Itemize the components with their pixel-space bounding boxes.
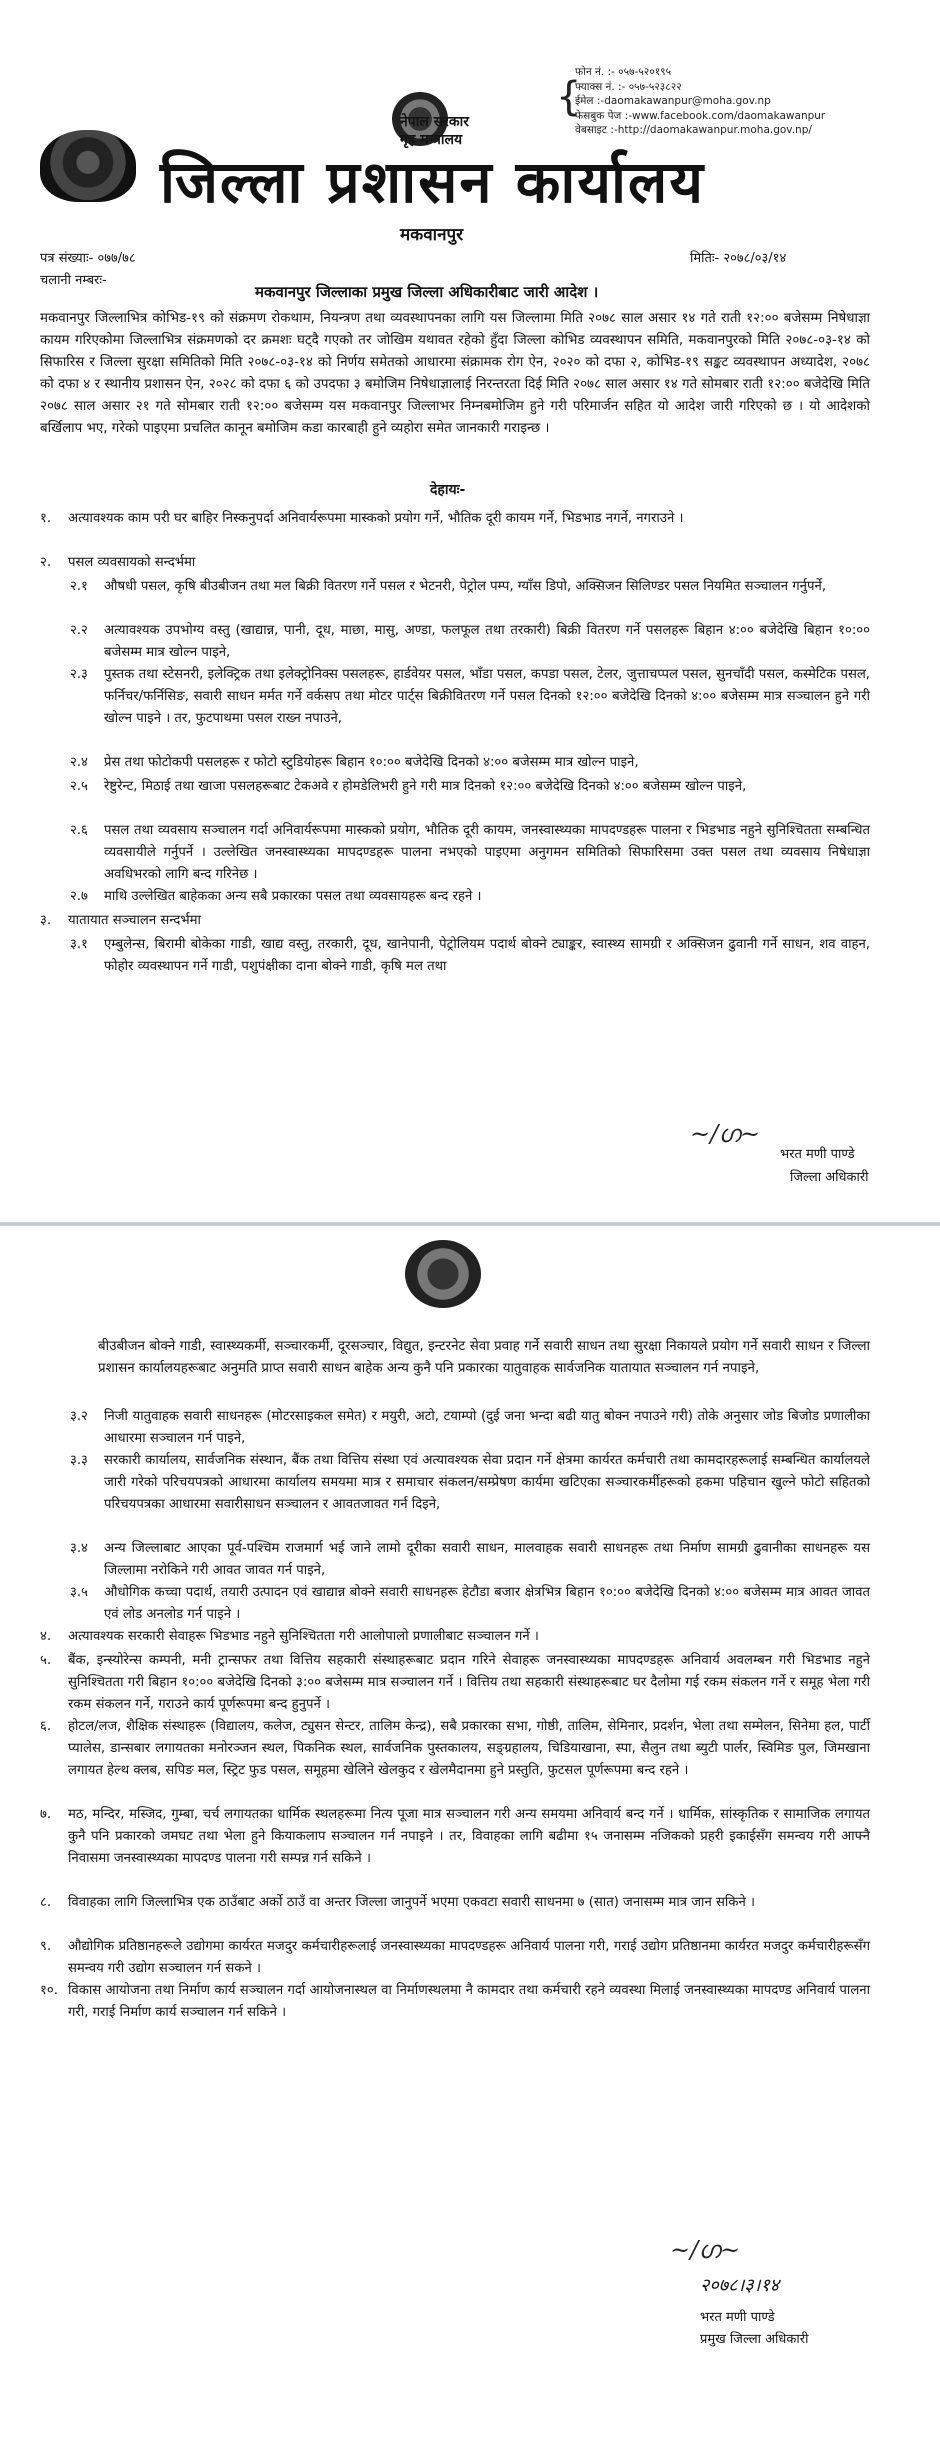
office-title: जिल्ला प्रशासन कार्यालय xyxy=(160,148,706,216)
letter-page-1 xyxy=(0,0,940,1226)
item-number: ७. xyxy=(40,1807,52,1822)
signer-title: जिल्ला अधिकारी xyxy=(790,1170,869,1185)
item-number: ९. xyxy=(40,1939,52,1954)
signature-date: २०७८।३।१४ xyxy=(700,2275,780,2296)
item-number: ८. xyxy=(40,1895,52,1910)
item-number: २.१ xyxy=(70,579,88,594)
phone-line: फोन नं. :- ०५७-५२०१९५ xyxy=(575,66,672,78)
item-number: २.५ xyxy=(70,779,88,794)
page2-continuation: बीउबीजन बोक्ने गाडी, स्वास्थ्यकर्मी, सञ्चारकर्मी, दूरसञ्चार, विद्युत, इन्टरनेट सेवा प्रवाह गर्ने सवारी साधन तथा सुरक्षा निकायले प्रयोग गर्ने सवारी साधन र जिल्ला प्रशासन कार्यालयहरूबाट अनुमति प्राप्त सवारी साधन बाहेक अन्य कुनै पनि प्रकारका यातुवाहक सार्वजनिक यातायात सञ्चालन गर्न नपाइने, xyxy=(98,1339,870,1376)
item-number: ६. xyxy=(40,1719,52,1734)
item-number: २. xyxy=(40,555,52,570)
dispatch-number: चलानी नम्बरः- xyxy=(40,273,107,288)
item-number: ३.३ xyxy=(70,1453,88,1468)
item-number: ३. xyxy=(40,913,52,928)
item-text: विवाहका लागि जिल्लाभित्र एक ठाउँबाट अर्को ठाउँ वा अन्तर जिल्ला जानुपर्ने भएमा एकवटा सवारी साधनमा ७ (सात) जनासम्म मात्र जान सकिने । xyxy=(68,1895,755,1910)
item-number: २.७ xyxy=(70,889,88,904)
district-name: मकवानपुर xyxy=(400,225,464,245)
item-number: १०. xyxy=(40,1983,58,1998)
item-number: ३.१ xyxy=(70,937,88,952)
item-text: मठ, मन्दिर, मस्जिद, गुम्बा, चर्च लगायतका धार्मिक स्थलहरूमा नित्य पूजा मात्र सञ्चालन गरी अन्य समयमा अनिवार्य बन्द गर्ने । धार्मिक, सांस्कृतिक र सामाजिक लगायत कुनै पनि प्रकारको जमघट तथा भेला हुने कियाकलाप सञ्चालन गर्न नपाइने । तर, विवाहका लागि बढीमा १५ जनासम्म नजिकको प्रहरी इकाईसँग समन्वय गरी आफ्नै निवासमा जनस्वास्थ्यका मापदण्ड पालना गरी सम्पन्न गर्न सकिने । xyxy=(68,1807,871,1866)
terms-heading: देहायः- xyxy=(430,482,466,498)
item-text: निजी यातुवाहक सवारी साधनहरू (मोटरसाइकल समेत) र मयुरी, अटो, टयाम्पो (दुई जना भन्दा बढी यातु बोक्न नपाउने गरी) तोके अनुसार जोड बिजोड प्रणालीका आधारमा सञ्चालन गर्न पाइने, xyxy=(104,1409,870,1446)
item-text: अन्य जिल्लाबाट आएका पूर्व-पश्चिम राजमार्ग भई जाने लामो दूरीका सवारी साधन, मालवाहक सवारी साधनहरू तथा निर्माण सामग्री ढुवानीका साधनहरू यस जिल्लामा नरोकिने गरी आवत जावत गर्न पाइने, xyxy=(104,1541,870,1578)
item-text: अत्यावश्यक काम परी घर बाहिर निस्कनुपर्दा अनिवार्यरूपमा मास्कको प्रयोग गर्ने, भौतिक दूरी कायम गर्ने, भिडभाड नगर्ने, नगराउने । xyxy=(68,511,684,526)
letter-date: मितिः- २०७८/०३/१४ xyxy=(690,251,787,266)
item-text: औद्योगिक प्रतिष्ठानहरूले उद्योगमा कार्यरत मजदुर कर्मचारीहरूलाई जनस्वास्थ्यका मापदण्डहरू अनिवार्य पालना गरी, गराई उद्योग प्रतिष्ठानमा कार्यरत मजदुर कर्मचारीहरूसँग समन्वय गरी उद्योग सञ्चालन गर्न सकने । xyxy=(68,1939,870,1976)
item-text: औषधी पसल, कृषि बीउबीजन तथा मल बिक्री वितरण गर्ने पसल र भेटनरी, पेट्रोल पम्प, ग्याँस डिपो, अक्सिजन सिलिण्डर पसल नियमित सञ्चालन गर्नुपर्ने, xyxy=(104,579,827,594)
item-number: २.२ xyxy=(70,623,88,638)
item-text: प्रेस तथा फोटोकपी पसलहरू र फोटो स्टुडियोहरू बिहान १०:०० बजेदेखि दिनको ४:०० बजेसम्म मात्र खोल्न पाइने, xyxy=(104,755,639,770)
item-text: औधोगिक कच्चा पदार्थ, तयारी उत्पादन एवं खाद्यान्न बोक्ने सवारी साधनहरू हेटौडा बजार क्षेत्रभित्र बिहान १०:०० बजेदेखि दिनको ४:०० बजेसम्म मात्र आवत जावत एवं लोड अनलोड गर्न पाइने । xyxy=(104,1585,870,1622)
facebook-line: फेसबुक पेज :-www.facebook.com/daomakawanpur xyxy=(575,109,826,122)
letter-page-2 xyxy=(0,1226,940,2457)
intro-paragraph: मकवानपुर जिल्लाभित्र कोभिड-१९ को संक्रमण रोकथाम, नियन्त्रण तथा व्यवस्थापनका लागि यस जिल्लामा मिति २०७८ साल असार १४ गते राती १२:०० बजेसम्म निषेधाज्ञा कायम गरिएकोमा जिल्लाभित्र संक्रमणको दर क्रमशः घट्दै गएको तर जोखिम यथावत रहेको हुँदा जिल्ला कोभिड व्यवस्थापन समिति, मकवानपुरको मिति २०७८-०३-१४ को सिफारिस र जिल्ला सुरक्षा समितिको मिति २०७८-०३-१४ को निर्णय समेतको आधारमा संक्रामक रोग ऐन, २०२० को दफा २, कोभिड-१९ सङ्कट व्यवस्थापन अध्यादेश, २०७८ को दफा ४ र स्थानीय प्रशासन ऐन, २०२८ को दफा ६ को उपदफा ३ बमोजिम निषेधाज्ञालाई निरन्तरता दिई मिति २०७८ साल असार १४ गते सोमबार राती १२:०० बजेदेखि मिति २०७८ साल असार २१ गते सोमबार राती १२:०० बजेसम्म यस मकवानपुर जिल्लाभर निम्नबमोजिम हुने गरी परिमार्जन सहित यो आदेश जारी गरिएको छ । यो आदेशको बर्खिलाप भए, गरेको पाइएमा प्रचलित कानून बमोजिम कडा कारबाही हुने व्यहोरा समेत जानकारी गराइन्छ । xyxy=(40,311,870,436)
signer-name: भरत मणी पाण्डे xyxy=(780,1147,855,1162)
gov-line: नेपाल सरकार xyxy=(400,114,470,130)
fax-line: फ्याक्स नं. :- ०५७-५२३८२२ xyxy=(575,80,682,93)
item-number: ३.५ xyxy=(70,1585,88,1600)
item-number: ४. xyxy=(40,1629,52,1644)
website-line: वेबसाइट :-http://daomakawanpur.moha.gov.np/ xyxy=(575,124,812,136)
item-text: पसल व्यवसायको सन्दर्भमा xyxy=(68,555,196,570)
item-number: २.६ xyxy=(70,823,88,838)
item-text: सरकारी कार्यालय, सार्वजनिक संस्थान, बैंक तथा वित्तिय संस्था एवं अत्यावश्यक सेवा प्रदान गर्ने क्षेत्रमा कार्यरत कर्मचारी तथा कामदारहरूलाई सम्बन्धित कार्यालयले जारी गरेको परिचयपत्रको आधारमा कार्यालय समयमा मात्र र समाचार संकलन/सम्प्रेषण कार्यमा खटिएका सञ्चारकर्मीहरूको हकमा पहिचान खुल्ने फोटो सहितको परिचयपत्रका आधारमा सवारीसाधन सञ्चालन र आवतजावत गर्न दिइने, xyxy=(104,1453,870,1512)
contact-block xyxy=(575,65,825,138)
item-text: विकास आयोजना तथा निर्माण कार्य सञ्चालन गर्दा आयोजनास्थल वा निर्माणस्थलमा नै कामदार तथा कर्मचारी रहने व्यवस्था मिलाई जनस्वास्थ्यका मापदण्ड अनिवार्य पालना गरी, गराई निर्माण कार्य सञ्चालन गर्न सकिने । xyxy=(68,1983,870,2020)
nepal-emblem-icon xyxy=(405,1240,481,1308)
item-text: पसल तथा व्यवसाय सञ्चालन गर्दा अनिवार्यरूपमा मास्कको प्रयोग, भौतिक दूरी कायम, जनस्वास्थ्यका मापदण्डहरू पालना र भिडभाड नहुने सुनिश्चितता सम्बन्धित व्यवसायीले गर्नुपर्ने । उल्लेखित जनस्वास्थ्यका मापदण्डहरू पालना नभएको पाइएमा अनुगमन समितिको सिफारिसमा उक्त पसल तथा व्यवसाय निषेधाज्ञा अवधिभरको लागि बन्द गरिनेछ । xyxy=(104,823,870,882)
item-text: यातायात सञ्चालन सन्दर्भमा xyxy=(68,913,201,928)
item-number: ३.२ xyxy=(70,1409,88,1424)
ref-number: पत्र संख्याः- ०७७/७८ xyxy=(40,251,136,266)
signature-scribble-icon: ~/ഗ~ xyxy=(670,2236,741,2264)
signer-name: भरत मणी पाण्डे xyxy=(700,2310,775,2325)
item-text: एम्बुलेन्स, बिरामी बोकेका गाडी, खाद्य वस्तु, तरकारी, दूध, खानेपानी, पेट्रोलियम पदार्थ बोक्ने ट्याङ्कर, स्वास्थ्य सामग्री र अक्सिजन ढुवानी गर्ने साधन, शव वाहन, फोहोर व्यवस्थापन गर्ने गाडी, पशुपंक्षीका दाना बोक्ने गाडी, कृषि मल तथा xyxy=(104,937,870,974)
brace-decoration: { xyxy=(556,74,582,120)
item-number: ५. xyxy=(40,1653,52,1668)
item-text: अत्यावश्यक उपभोग्य वस्तु (खाद्यान्न, पानी, दूध, माछा, मासु, अण्डा, फलफूल तथा तरकारी) बिक्री वितरण गर्ने पसलहरू बिहान ४:०० बजेदेखि बिहान १०:०० बजेसम्म मात्र खोल्न पाइने, xyxy=(104,623,870,660)
item-text: माथि उल्लेखित बाहेकका अन्य सबै प्रकारका पसल तथा व्यवसायहरू बन्द रहने । xyxy=(104,889,482,904)
coat-of-arms-icon xyxy=(40,130,136,202)
email-line: ईमेल :-daomakawanpur@moha.gov.np xyxy=(575,95,771,107)
item-number: १. xyxy=(40,511,52,526)
subject-line: मकवानपुर जिल्लाका प्रमुख जिल्ला अधिकारीबाट जारी आदेश । xyxy=(255,283,599,301)
item-text: होटल/लज, शैक्षिक संस्थाहरू (विद्यालय, कलेज, ट्युसन सेन्टर, तालिम केन्द्र), सबै प्रकारका सभा, गोष्ठी, तालिम, सेमिनार, प्रदर्शन, भेला तथा सम्मेलन, सिनेमा हल, पार्टी प्यालेस, डान्सबार लगायतका मनोरञ्जन स्थल, पिकनिक स्थल, सार्वजनिक पुस्तकालय, सङ्ग्रहालय, चिडियाखाना, स्पा, सैलुन तथा ब्युटी पार्लर, स्विमिङ पुल, जिमखाना लगायत हेल्थ क्लब, सपिङ मल, स्ट्रिट फुड पसल, समूहमा खेलिने खेलकुद र खेलमैदानमा हुने प्रस्तुति, फुटसल पूर्णरूपमा बन्द रहने । xyxy=(68,1719,870,1778)
item-text: पुस्तक तथा स्टेसनरी, इलेक्ट्रिक तथा इलेक्ट्रोनिक्स पसलहरू, हार्डवेयर पसल, भाँडा पसल, कपडा पसल, टेलर, जुत्ताचप्पल पसल, सुनचाँदी पसल, कस्मेटिक पसल, फर्निचर/फर्निसिङ, सवारी साधन मर्मत गर्ने वर्कसप तथा मोटर पार्ट्स बिक्रीवितरण गर्ने पसल दिनको १२:०० बजेदेखि दिनको ४:०० बजेसम्म मात्र सञ्चालन हुने गरी खोल्न पाइने । तर, फुटपाथमा पसल राख्न नपाउने, xyxy=(104,667,870,726)
signer-title: प्रमुख जिल्ला अधिकारी xyxy=(700,2332,809,2347)
item-text: अत्यावश्यक सरकारी सेवाहरू भिडभाड नहुने सुनिश्चितता गरी आलोपालो प्रणालीबाट सञ्चालन गर्ने । xyxy=(68,1629,539,1644)
item-text: बैंक, इन्स्योरेन्स कम्पनी, मनी ट्रान्सफर तथा वित्तिय सहकारी संस्थाहरूबाट प्रदान गरिने सेवाहरू जनस्वास्थ्यका मापदण्डहरू अनिवार्य अवलम्बन गरी भिडभाड नहुने सुनिश्चितता गरी बिहान १०:०० बजेदेखि दिनको ३:०० बजेसम्म मात्र सञ्चालन गर्ने । वित्तिय तथा सहकारी संस्थाहरूबाट घर दैलोमा गई रकम संकलन गर्ने र समूह भेला गरी रकम संकलन गर्ने, गराउने कार्य पूर्णरूपमा बन्द हुनुपर्ने । xyxy=(68,1653,870,1712)
item-text: रेष्टुरेन्ट, मिठाई तथा खाजा पसलहरूबाट टेकअवे र होमडेलिभरी हुने गरी मात्र दिनको १२:०० बजेदेखि दिनको ४:०० बजेसम्म खोल्न पाइने, xyxy=(104,779,747,794)
signature-scribble-icon: ~/ഗ~ xyxy=(690,1120,761,1148)
item-number: ३.४ xyxy=(70,1541,88,1556)
item-number: २.४ xyxy=(70,755,88,770)
item-number: २.३ xyxy=(70,667,88,682)
ministry-line: गृह मन्त्रालय xyxy=(400,132,463,148)
